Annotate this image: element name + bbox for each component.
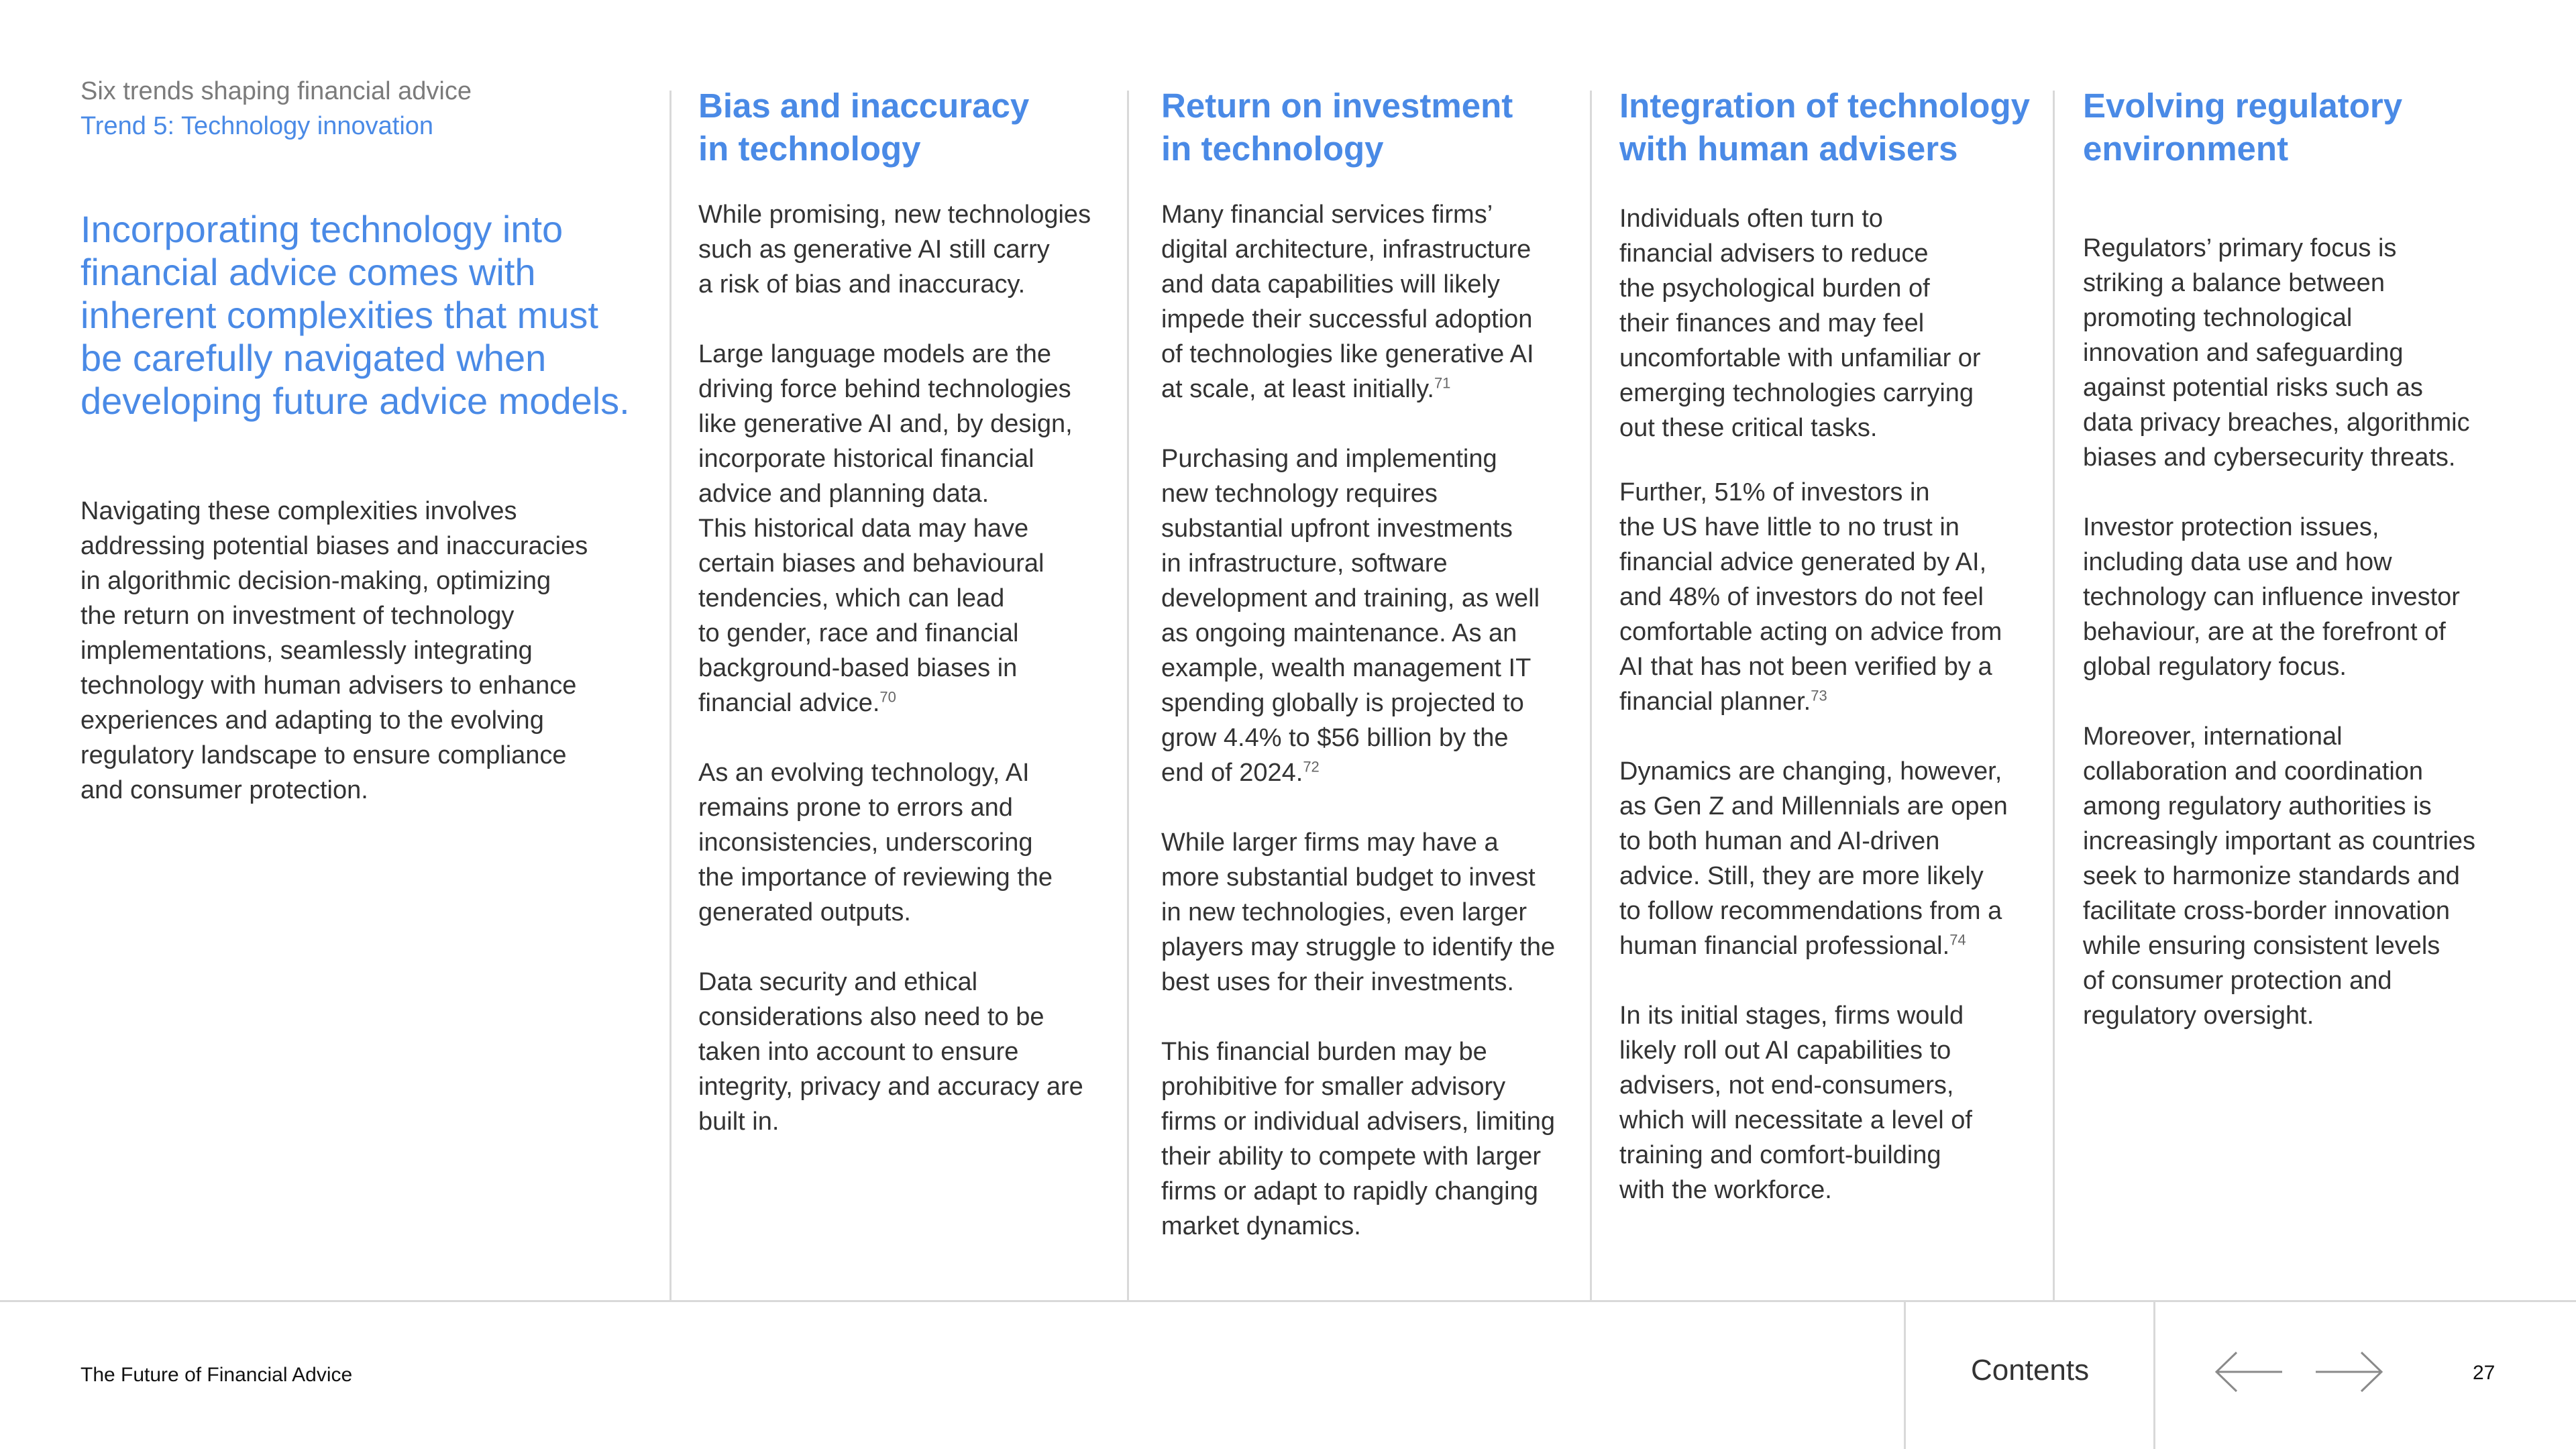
paragraph: Individuals often turn to financial advisers to reduce the psychological burden of their finances and may feel uncomfortable with unfamiliar or emerging technologies carrying out these critical tasks. xyxy=(1619,205,1981,442)
contents-link[interactable]: Contents xyxy=(1971,1354,2090,1387)
column-bias xyxy=(698,85,1128,1139)
paragraph: Regulators’ primary focus is striking a balance between promoting technological innovation and safeguarding against potential risks such as data privacy breaches, algorithmic biases and cybersecurity threats. xyxy=(2083,234,2470,472)
arrow-left-icon[interactable] xyxy=(2212,1348,2286,1395)
column-title: Return on investment in technology xyxy=(1161,87,1513,168)
paragraph: While promising, new technologies such as generative AI still carry a risk of bias and inaccuracy. xyxy=(698,201,1091,299)
column-divider xyxy=(669,91,672,1301)
paragraph: Purchasing and implementing new technology requires substantial upfront investments in infrastructure, software development and training, as well as ongoing maintenance. As an example, wealth management IT spending globally is projected to grow 4.4% to $56 billion by the end of 2024.72 xyxy=(1161,445,1540,787)
column-title: Integration of technology with human advisers xyxy=(1619,87,2030,168)
paragraph: Many financial services firms’ digital architecture, infrastructure and data capabilities will likely impede their successful adoption of technologies like generative AI at scale, at least initially.$^{71}$ xyxy=(1161,201,1534,403)
paragraph: Dynamics are changing, however, as Gen Z and Millennials are open to both human and AI-driven advice. Still, they are more likely to follow recommendations from a human financial professional.$^{74}$ xyxy=(1619,757,2008,960)
paragraph: Investor protection issues, including data use and how technology can influence investor behaviour, are at the forefront of global regulatory focus. xyxy=(2083,513,2460,681)
paragraph: As an evolving technology, AI remains prone to errors and inconsistencies, underscoring the importance of reviewing the generated outputs. xyxy=(698,759,1053,926)
paragraph: In its initial stages, firms would likely roll out AI capabilities to advisers, not end-consumers, which will necessitate a level of training and comfort-building with the workforce. xyxy=(1619,1002,1972,1204)
paragraph: Further, 51% of investors in the US have little to no trust in financial advice generated by AI, and 48% of investors do not feel comfortable acting on advice from AI that has not been verified by a financial planner.$^{73}$ xyxy=(1619,478,2002,716)
paragraph: While larger firms may have a more substantial budget to invest in new technologies, even larger players may struggle to identify the best uses for their investments. xyxy=(1161,828,1556,996)
footer-divider-vertical xyxy=(2153,1301,2155,1449)
lead-statement: Incorporating technology into financial advice comes with inherent complexities that must be carefully navigated when developing future advice models. xyxy=(80,208,630,422)
column-roi xyxy=(1161,85,1591,1244)
document-title: The Future of Financial Advice xyxy=(80,1364,353,1386)
arrow-right-icon[interactable] xyxy=(2312,1348,2385,1395)
footnote-ref: 73 xyxy=(1811,687,1827,704)
footer-divider xyxy=(0,1300,2576,1302)
column-divider xyxy=(2053,91,2055,1301)
paragraph: Moreover, international collaboration and coordination among regulatory authorities is increasingly important as countries seek to harmonize standards and facilitate cross-border innovation while ensuring consistent levels of consumer protection and regulatory oversight. xyxy=(2083,722,2476,1030)
trend-label: Trend 5: Technology innovation xyxy=(80,112,434,140)
footnote-ref: 71 xyxy=(1434,374,1451,392)
column-title: Bias and inaccuracy in technology xyxy=(698,87,1030,168)
footnote-ref: 72 xyxy=(1303,758,1320,775)
column-title: Evolving regulatory environment xyxy=(2083,87,2403,168)
paragraph: Large language models are the driving force behind technologies like generative AI and, by design, incorporate historical financial advice and planning data. This historical data may have certain biases and behavioural tendencies, which can lead to gender, race and financial background-based biases in financial advice.$^{70}$ xyxy=(698,340,1073,717)
column-regulatory xyxy=(2083,85,2512,1033)
intro-column xyxy=(80,74,631,808)
footnote-ref: 70 xyxy=(879,688,896,706)
paragraph: Data security and ethical considerations also need to be taken into account to ensure integrity, privacy and accuracy are built in. xyxy=(698,968,1083,1136)
page-number: 27 xyxy=(2473,1362,2496,1384)
footer-divider-vertical xyxy=(1904,1301,1906,1449)
paragraph: This financial burden may be prohibitive for smaller advisory firms or individual advisers, limiting their ability to compete with larger firms or adapt to rapidly changing market dynamics. xyxy=(1161,1038,1556,1240)
intro-body: Navigating these complexities involves addressing potential biases and inaccuracies in algorithmic decision-making, optimizing the return on investment of technology implementations, seamlessly integrating technology with human advisers to enhance experiences and adapting to the evolving regulatory landscape to ensure compliance and consumer protection. xyxy=(80,497,588,804)
footnote-ref: 74 xyxy=(1949,931,1966,949)
column-integration xyxy=(1619,85,2049,1208)
section-label: Six trends shaping financial advice xyxy=(80,77,472,105)
